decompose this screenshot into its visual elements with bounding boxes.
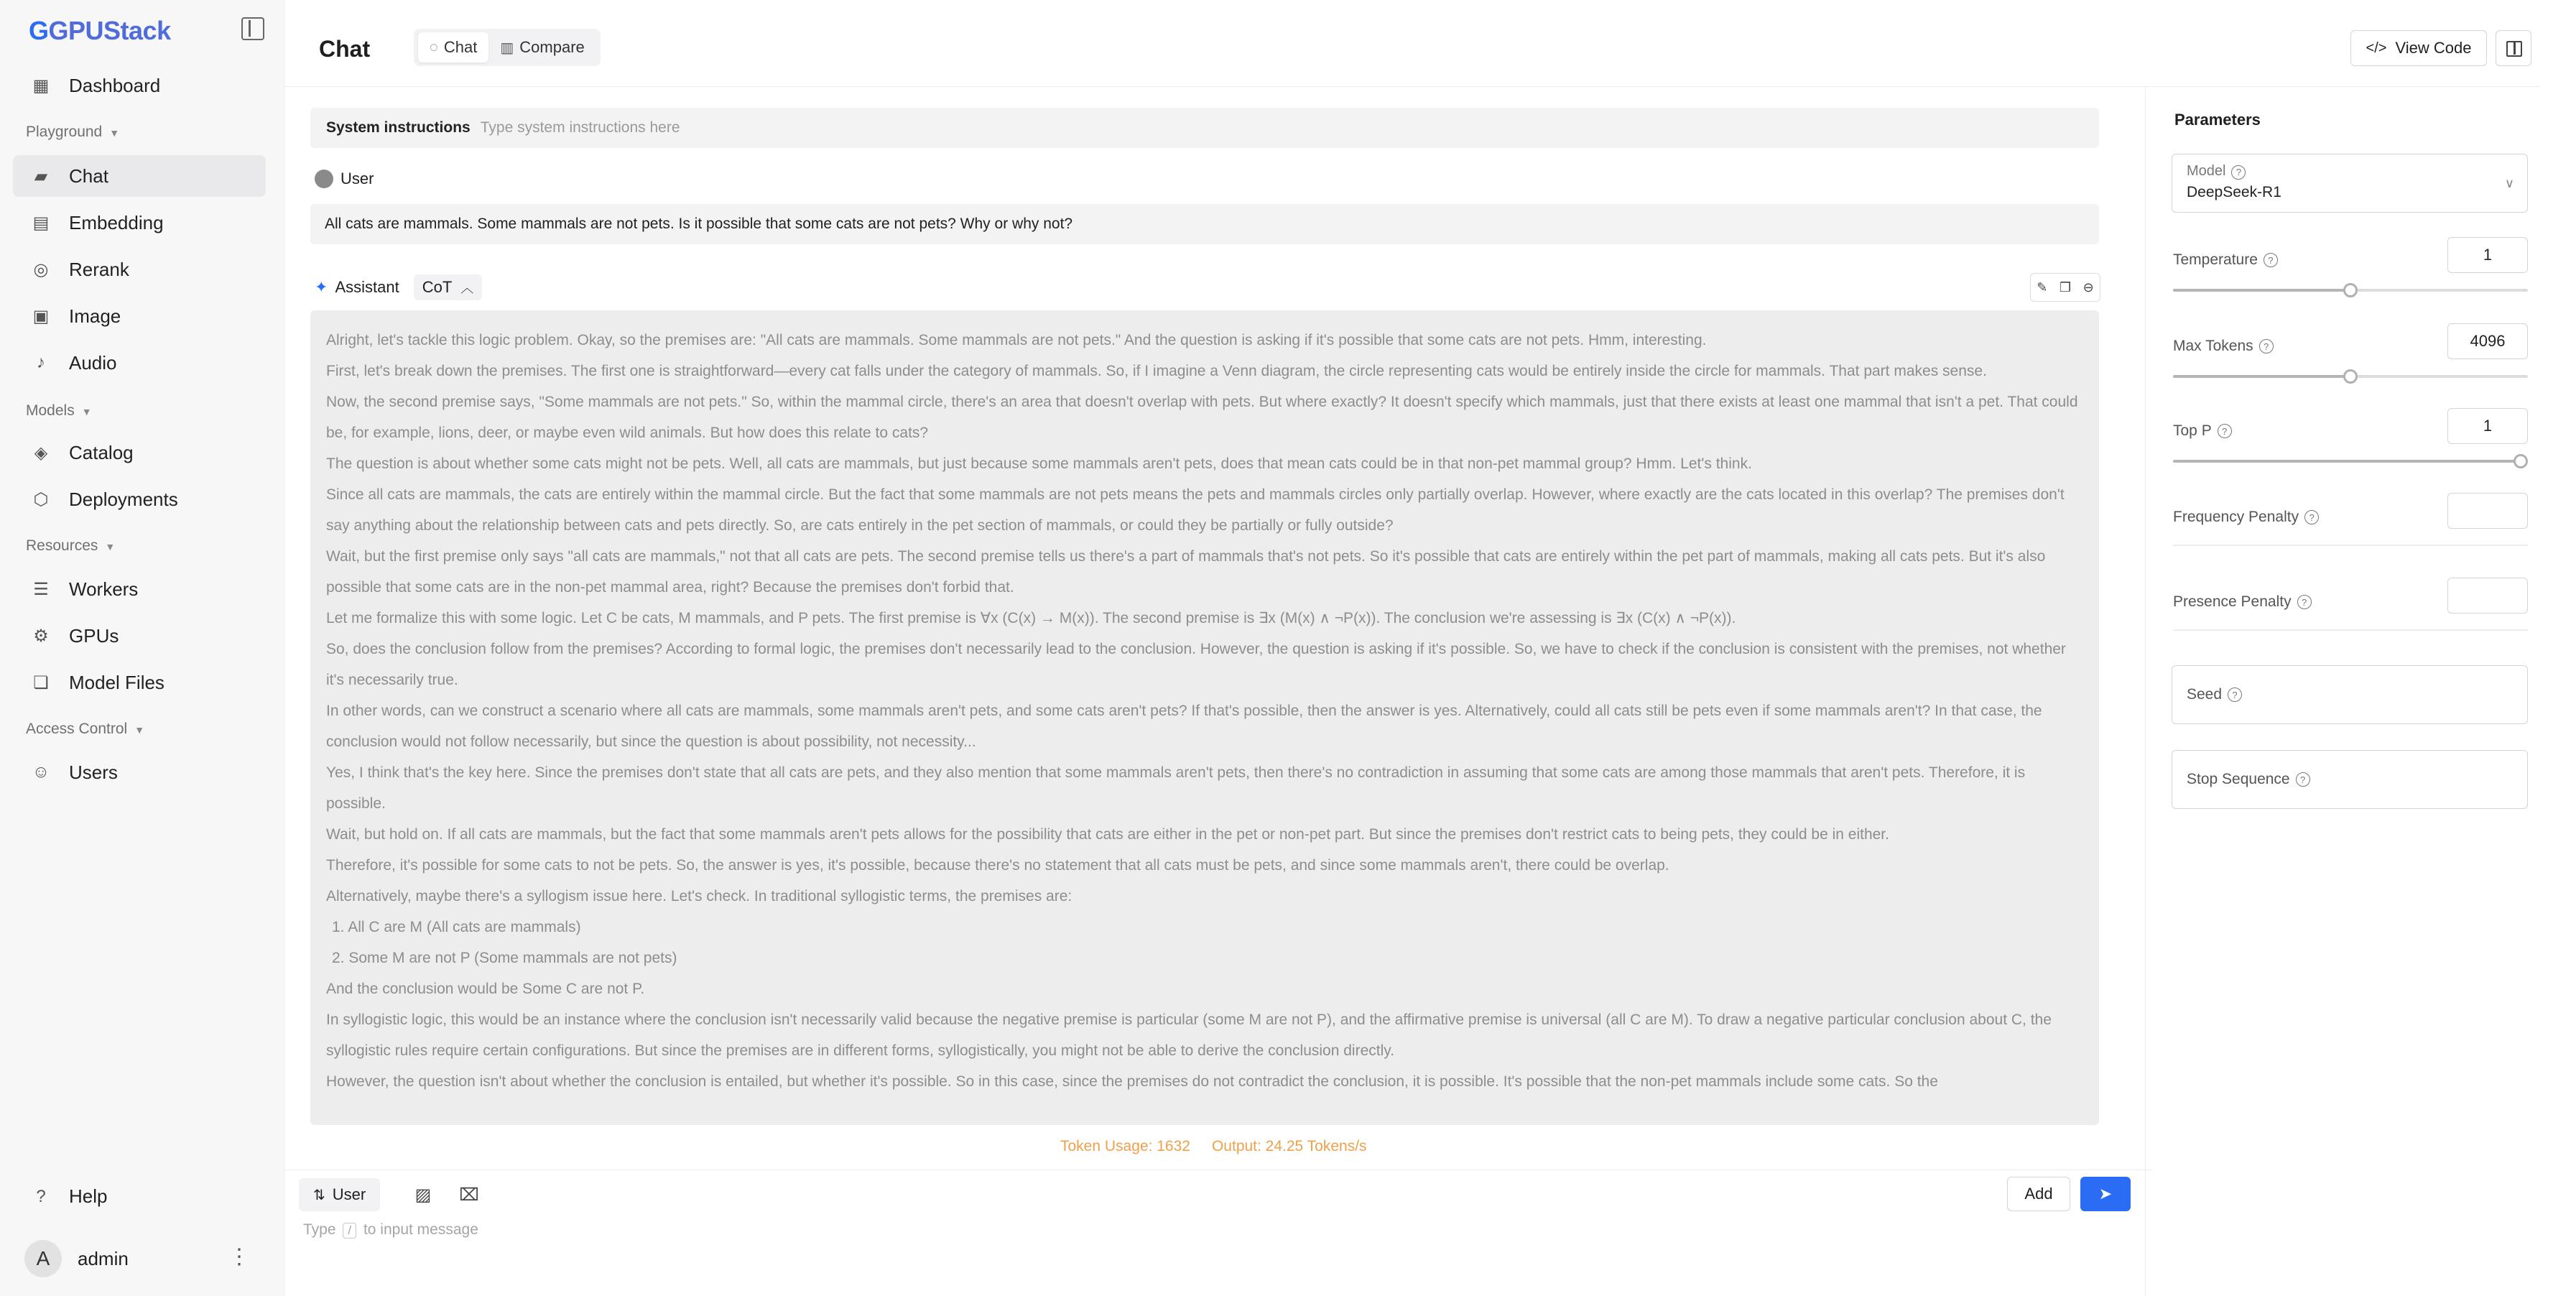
toggle-panel-icon[interactable] [2496,30,2531,66]
message-actions [2030,273,2100,302]
sidebar [0,0,284,1296]
sidebar-item-chat[interactable] [13,155,266,197]
system-instructions-placeholder: Type system instructions here [480,119,680,136]
stop-sequence-label: Stop Sequence [2187,771,2290,787]
cot-paragraph: In other words, can we construct a scenario where all cats are mammals, some mammals aren't pets, and some cats aren't pets? If that's possible, then the answer is yes. Alternatively, could all cats still be pets even if some mammals aren't? In that case, the conclusion would not follow necessarily, but since the question is about possibility, not necessity... [326,703,2042,750]
chat-icon: ▰ [34,166,48,186]
max-tokens-input[interactable]: 4096 [2447,323,2528,359]
placeholder-text: to input message [363,1221,478,1238]
help-label: Help [69,1185,108,1207]
user-avatar-icon [315,170,333,188]
logo-text: GPUStack [48,16,171,45]
slider-thumb[interactable] [2343,369,2358,384]
sidebar-item-rerank[interactable] [13,249,266,290]
rerank-icon: ◎ [33,259,49,279]
logo[interactable]: GGPUStack [29,16,171,45]
model-files-icon: ❏ [33,672,49,693]
sidebar-item-label: Audio [69,351,117,374]
help-icon: ? [36,1186,46,1206]
tab-label: Compare [519,38,585,56]
top-p-slider[interactable] [2173,460,2528,463]
temperature-label: Temperature ? [2173,251,2278,269]
sidebar-item-embedding[interactable] [13,202,266,244]
more-vertical-icon[interactable]: ⋮ [228,1245,250,1269]
sidebar-item-label: Users [69,761,118,783]
sidebar-item-model-files[interactable] [13,662,266,703]
top-p-input[interactable]: 1 [2447,408,2528,444]
main-area [284,0,2138,1296]
cot-thinking-content [310,310,2099,1125]
temperature-input[interactable]: 1 [2447,237,2528,273]
image-icon: ▣ [32,306,50,326]
chat-bubble-icon: ◌ [430,39,438,55]
tab-label: Chat [443,38,478,56]
cot-paragraph: Therefore, it's possible for some cats to not be pets. So, the answer is yes, it's possible, because there's no statement that all cats must be pets, and since some mammals aren't, there could be overlap. [326,857,1669,874]
image-upload-icon[interactable]: ▨ [414,1185,432,1205]
sidebar-item-label: Deployments [69,488,178,510]
code-icon: </> [2366,40,2387,56]
gpu-icon: ⚙ [33,626,49,646]
slider-thumb[interactable] [2343,283,2358,297]
nav-group-label: Models [26,402,75,419]
max-tokens-slider[interactable] [2173,375,2528,378]
sidebar-item-label: Chat [69,165,108,187]
nav-group-models[interactable] [26,402,92,420]
help-link[interactable] [32,1185,107,1208]
clear-icon[interactable]: ⌧ [459,1185,479,1205]
view-code-button[interactable] [2350,30,2487,66]
sidebar-item-label: Model Files [69,671,165,693]
sidebar-item-deployments[interactable] [13,478,266,520]
swap-icon: ⇅ [313,1187,325,1203]
sparkle-icon: ✦ [315,278,328,296]
cot-paragraph: Yes, I think that's the key here. Since the premises don't state that all cats are pets, and they also mention that some mammals aren't pets, then there's no contradiction in assuming that some cats are among those mammals that aren't pets. Therefore, it is possible. [326,764,2026,812]
sidebar-item-label: Rerank [69,258,129,280]
dashboard-icon: ▦ [32,75,50,96]
model-value: DeepSeek-R1 [2187,184,2281,200]
model-label: Model ? [2187,163,2513,180]
catalog-icon: ◈ [34,443,48,463]
cot-paragraph: In syllogistic logic, this would be an instance where the conclusion isn't necessarily valid because the negative premise is particular (some M are not P), and the affirmative premise is universal (all C are M). To draw a negative particular conclusion about C, the syllogistic rules require certain configurations. But since the premises are in different forms, syllogistically, you might not be able to derive the conclusion directly. [326,1012,2052,1059]
sidebar-item-label: Catalog [69,441,134,463]
system-instructions-input[interactable] [310,108,2099,148]
sidebar-item-label: Workers [69,578,139,600]
cot-paragraph: 2. Some M are not P (Some mammals are not pets) [332,950,677,966]
users-icon: ☺ [32,762,50,782]
message-input[interactable] [303,1221,478,1239]
sidebar-item-image[interactable] [13,295,266,337]
sidebar-item-label: Image [69,305,121,327]
shortcut-key: / [343,1223,356,1239]
workers-icon: ☰ [33,579,49,599]
presence-penalty-label: Presence Penalty ? [2173,593,2312,611]
tab-compare[interactable] [488,32,596,63]
cot-label: CoT [422,278,453,296]
role-switch-button[interactable] [299,1178,380,1211]
parameters-title: Parameters [2174,111,2261,129]
output-speed: Output: 24.25 Tokens/s [1211,1138,1367,1154]
cot-paragraph: And the conclusion would be Some C are not P. [326,981,645,997]
slider-fill [2173,460,2528,463]
cot-paragraph: Alright, let's tackle this logic problem. Okay, so the premises are: "All cats are mammals. Some mammals are not pets." And the question is asking if it's possible that some cats are not pets. Hmm, interesting. [326,332,1707,348]
max-tokens-label: Max Tokens ? [2173,338,2274,355]
sidebar-item-users[interactable] [13,751,266,793]
compare-icon: ▥ [500,40,514,56]
slider-fill [2173,375,2350,378]
cot-paragraph: First, let's break down the premises. The first one is straightforward—every cat falls under the category of mammals. So, if I imagine a Venn diagram, the circle representing cats would be entirely inside the circle for mammals. That part makes sense. [326,363,1987,379]
cot-paragraph: Alternatively, maybe there's a syllogism issue here. Let's check. In traditional syllogistic terms, the premises are: [326,888,1072,904]
help-circle-icon: ? [2304,510,2319,524]
page-title: Chat [319,36,371,62]
remove-icon[interactable]: ⊖ [2082,279,2094,295]
assistant-role-label [315,274,482,300]
temperature-slider[interactable] [2173,289,2528,292]
sidebar-item-gpus[interactable] [13,615,266,657]
help-circle-icon: ? [2259,339,2274,353]
nav-group-access-control[interactable] [26,721,144,738]
embedding-icon: ▤ [32,213,50,233]
sidebar-item-label: GPUs [69,624,119,647]
caret-down-icon: ▼ [134,724,145,736]
chevron-down-icon: ∨ [2504,176,2514,190]
edit-icon[interactable]: ✎ [2037,279,2048,295]
user-message[interactable]: All cats are mammals. Some mammals are not pets. Is it possible that some cats are not pets? Why or why not? [310,204,2099,244]
caret-down-icon: ▼ [81,406,92,417]
help-circle-icon: ? [2297,595,2312,609]
caret-down-icon: ▼ [109,127,120,139]
slider-fill [2173,289,2350,292]
avatar: A [24,1240,62,1277]
add-button[interactable]: Add [2007,1177,2070,1211]
token-usage [1060,1138,1367,1155]
cot-paragraph: Wait, but the first premise only says "all cats are mammals," not that all cats are pets. The second premise tells us there's a part of mammals that's not pets. So it's possible that cats are entirely within the pet part of mammals, making all cats pets. But it's also possible that some cats are in the non-pet mammal area, right? Because the premises don't forbid that. [326,548,2046,596]
cot-paragraph: So, does the conclusion follow from the premises? According to formal logic, the premises don't necessarily lead to the conclusion. However, the question is asking if it's possible. So, we have to check if the conclusion is consistent with the premises, not whether it's necessarily true. [326,641,2066,688]
help-circle-icon: ? [2264,253,2278,267]
caret-down-icon: ▼ [105,541,116,552]
cot-toggle[interactable] [414,274,483,300]
nav-group-label: Playground [26,124,103,140]
stop-sequence-input[interactable] [2172,750,2528,809]
role-switch-label: User [332,1185,366,1203]
frequency-penalty-label: Frequency Penalty ? [2173,509,2319,526]
sidebar-item-label: Embedding [69,211,164,233]
seed-input[interactable] [2172,665,2528,724]
user-role-label [315,170,374,188]
view-code-label: View Code [2395,39,2472,57]
user-menu[interactable] [24,1240,129,1277]
sidebar-item-label: Dashboard [69,74,161,96]
audio-icon: ♪ [37,353,45,372]
token-usage-count: Token Usage: 1632 [1060,1138,1190,1154]
system-instructions-label: System instructions [326,119,471,136]
nav-group-label: Access Control [26,721,128,737]
cot-paragraph: Now, the second premise says, "Some mammals are not pets." So, within the mammal circle, there's an area that doesn't overlap with pets. But where exactly? It doesn't specify which mammals, just that there exists at least one mammal that isn't a pet. That could be, for example, lions, deer, or maybe even wild animals. But how does this relate to cats? [326,394,2078,441]
help-circle-icon: ? [2296,772,2310,787]
user-name: admin [78,1247,129,1269]
presence-penalty-input[interactable] [2447,578,2528,614]
sidebar-item-catalog[interactable] [13,432,266,473]
slider-thumb[interactable] [2514,454,2528,468]
copy-icon[interactable]: ❐ [2059,279,2072,295]
help-circle-icon: ? [2228,688,2242,702]
role-text: Assistant [335,278,399,296]
help-circle-icon: ? [2218,424,2232,438]
param-divider [2173,629,2528,631]
model-select[interactable] [2172,154,2528,213]
cot-paragraph: Wait, but hold on. If all cats are mammals, but the fact that some mammals aren't pets allows for the possibility that cats are either in the pet or non-pet part. But since the premises don't restrict cats to being pets, they could be in either. [326,826,1889,843]
cot-paragraph: Since all cats are mammals, the cats are entirely within the mammal circle. But the fact that some mammals are not pets means the pets and mammals circles only partially overlap. However, where exactly are the cats located in this overlap? The premises don't say anything about the relationship between cats and pets directly. So, are cats entirely in the pet section of mammals, or could they be partially or fully outside? [326,486,2065,534]
seed-label: Seed [2187,686,2223,703]
role-text: User [340,170,374,188]
send-button[interactable] [2080,1177,2131,1211]
collapse-sidebar-icon[interactable] [241,17,264,40]
cot-paragraph: 1. All C are M (All cats are mammals) [332,919,581,935]
tab-chat[interactable] [418,32,488,63]
send-icon: ➤ [2098,1185,2113,1203]
frequency-penalty-input[interactable] [2447,493,2528,529]
chevron-up-icon: ︿ [460,281,474,295]
cot-paragraph: The question is about whether some cats might not be pets. Well, all cats are mammals, but just because some mammals aren't pets, does that mean cats could be in that non-pet mammal group? Hmm. Let's think. [326,455,1752,472]
deployments-icon: ⬡ [33,489,49,509]
placeholder-text: Type [303,1221,336,1238]
sidebar-item-workers[interactable] [13,568,266,610]
nav-group-playground[interactable] [26,124,119,141]
sidebar-item-dashboard[interactable] [13,65,266,106]
help-circle-icon: ? [2231,165,2246,180]
nav-group-label: Resources [26,537,98,554]
top-p-label: Top P ? [2173,422,2232,440]
param-divider [2173,545,2528,546]
cot-paragraph: However, the question isn't about whether the conclusion is entailed, but whether it's possible. So in this case, since the premises do not contradict the conclusion, it is possible. It's possible that the non-pet mammals include some cats. So the [326,1073,1938,1090]
nav-group-resources[interactable] [26,537,115,555]
cot-paragraph: Let me formalize this with some logic. Let C be cats, M mammals, and P pets. The first premise is ∀x (C(x) → M(x)). The second premise is ∃x (M(x) ∧ ¬P(x)). The conclusion we're assessing is ∃x (C(x) ∧ ¬P(x)). [326,610,1736,626]
parameters-panel [2145,86,2576,1296]
mode-tabs [414,29,601,66]
sidebar-item-audio[interactable] [13,342,266,384]
